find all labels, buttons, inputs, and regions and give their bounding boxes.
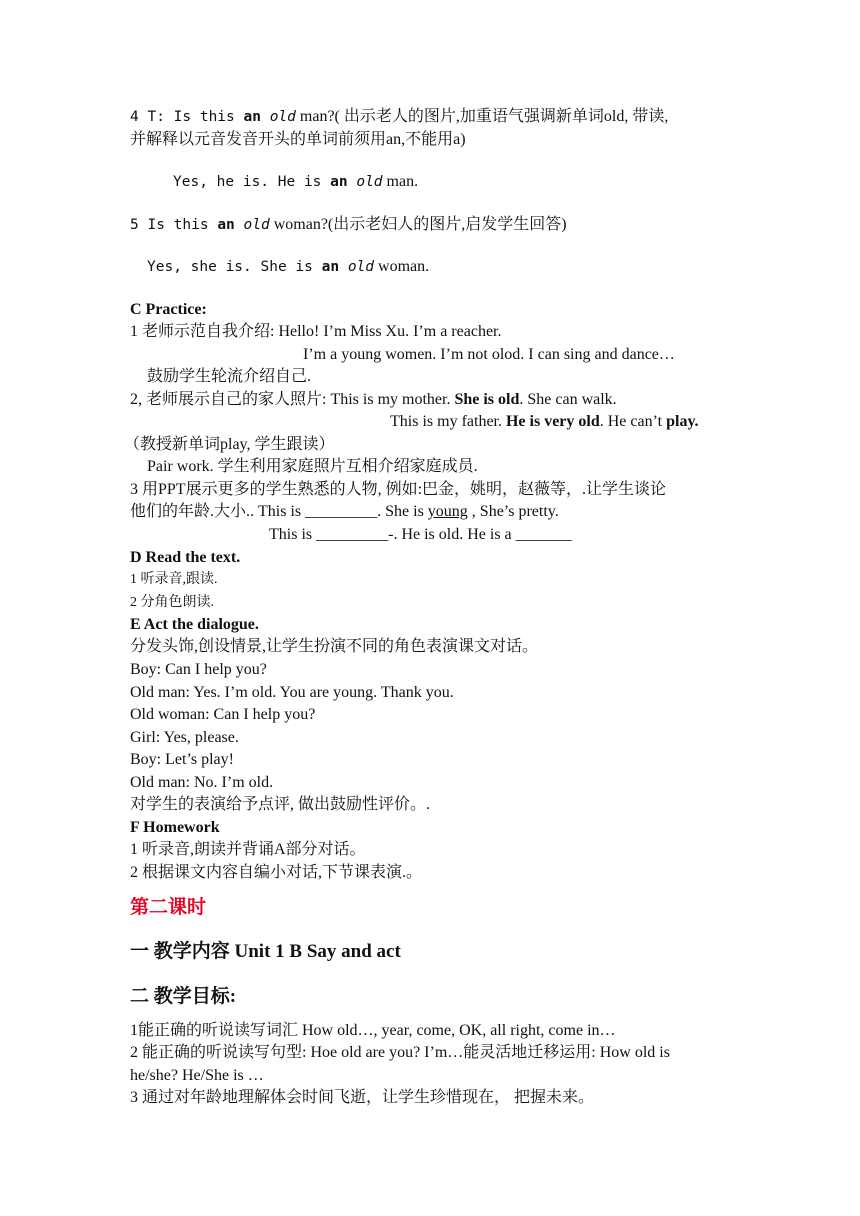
lesson-2-title: 第二课时 (130, 897, 207, 918)
c-item-1-continued: I’m a young women. I’m not olod. I can sing and dance… (303, 346, 675, 363)
goal-1: 1能正确的听说读写词汇 How old…, year, come, OK, all right, come in… (130, 1022, 616, 1039)
dialogue-line: Old man: Yes. I’m old. You are young. Thank you. (130, 684, 454, 701)
line-5-question: 5 Is this an old woman?(出示老妇人的图片,启发学生回答) (130, 216, 567, 233)
goal-2-continued: he/she? He/She is … (130, 1067, 264, 1084)
dialogue-line: Boy: Let’s play! (130, 751, 234, 768)
f-item-2: 2 根据课文内容自编小对话,下节课表演.。 (130, 864, 423, 881)
goal-3: 3 通过对年龄地理解体会时间飞逝，让学生珍惜现在， 把握未来。 (130, 1089, 595, 1106)
c-item-2-continued: This is my father. He is very old. He can’t play. (390, 413, 699, 430)
line-4-explanation: 并解释以元音发音开头的单词前须用an,不能用a) (130, 131, 466, 148)
line-4-answer: Yes, he is. He is an old man. (173, 173, 419, 190)
d-item-2: 2 分角色朗读. (130, 595, 214, 610)
dialogue-line: Girl: Yes, please. (130, 729, 239, 746)
c-item-1-note: 鼓励学生轮流介绍自己. (147, 368, 312, 385)
c-item-3-continued: 他们的年龄.大小.. This is _________. She is young , She’s pretty. (130, 503, 559, 520)
dialogue-line: Boy: Can I help you? (130, 661, 267, 678)
section-d-heading: D Read the text. (130, 549, 241, 566)
c-item-3: 3 用PPT展示更多的学生熟悉的人物, 例如:巴金，姚明，赵薇等，.让学生谈论 (130, 481, 667, 498)
c-item-2: 2, 老师展示自己的家人照片: This is my mother. She is old. She can walk. (130, 391, 617, 408)
goal-2: 2 能正确的听说读写句型: Hoe old are you? I’m…能灵活地迁移运用: How old is (130, 1044, 670, 1061)
f-item-1: 1 听录音,朗读并背诵A部分对话。 (130, 841, 366, 858)
c-item-2-note: （教授新单词play, 学生跟读） (124, 436, 335, 453)
e-evaluation: 对学生的表演给予点评, 做出鼓励性评价。. (130, 796, 431, 813)
c-pair-work: Pair work. 学生利用家庭照片互相介绍家庭成员. (147, 458, 478, 475)
section-f-heading: F Homework (130, 819, 220, 836)
c-item-3-example: This is _________-. He is old. He is a _______ (269, 526, 572, 543)
e-instruction: 分发头饰,创设情景,让学生扮演不同的角色表演课文对话。 (130, 638, 539, 655)
line-4-question: 4 T: Is this an old man?( 出示老人的图片,加重语气强调新单词old, 带读, (130, 108, 669, 125)
dialogue-line: Old woman: Can I help you? (130, 706, 316, 723)
dialogue-line: Old man: No. I’m old. (130, 774, 274, 791)
section-2-heading: 二 教学目标: (130, 986, 237, 1007)
section-e-heading: E Act the dialogue. (130, 616, 259, 633)
d-item-1: 1 听录音,跟读. (130, 572, 218, 587)
section-1-heading: 一 教学内容 Unit 1 B Say and act (130, 941, 401, 962)
c-item-1: 1 老师示范自我介绍: Hello! I’m Miss Xu. I’m a reacher. (130, 323, 502, 340)
line-5-answer: Yes, she is. She is an old woman. (147, 258, 430, 275)
section-c-heading: C Practice: (130, 301, 207, 318)
